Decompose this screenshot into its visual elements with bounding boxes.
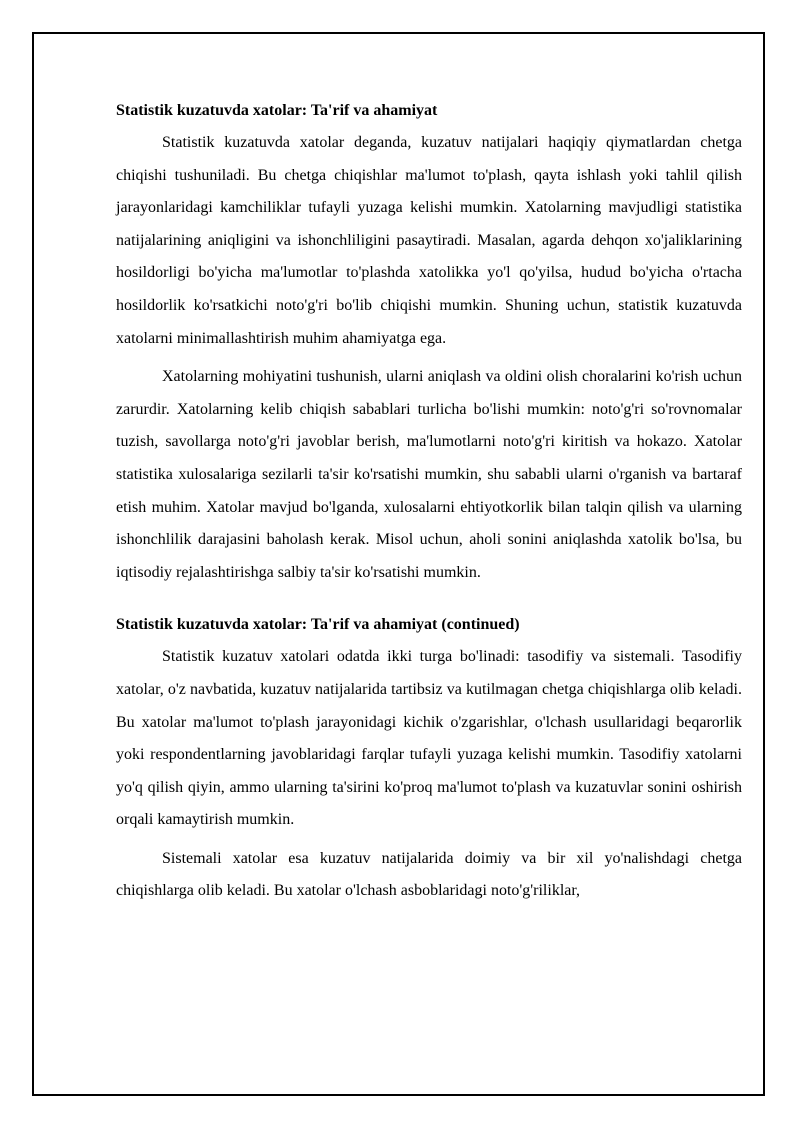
paragraph: Statistik kuzatuv xatolari odatda ikki turga bo'linadi: tasodifiy va sistemali. Tasodifiy xatolar, o'z navbatida, kuzatuv natijalarida tartibsiz va kutilmagan chetga chiqishlarga olib keladi. Bu xatolar ma'lumot to'plash jarayonidagi kichik o'zgarishlar, o'lchash usullaridagi beqarorlik yoki respondentlarning javoblaridagi farqlar tufayli yuzaga kelishi mumkin. Tasodifiy xatolarni yo'q qilish qiyin, ammo ularning ta'sirini ko'proq ma'lumot to'plash va kuzatuvlar sonini oshirish orqali kamaytirish mumkin. bbox=[116, 648, 742, 829]
paragraph: Statistik kuzatuvda xatolar deganda, kuzatuv natijalari haqiqiy qiymatlardan chetga chiqishi tushuniladi. Bu chetga chiqishlar ma'lumot to'plash, qayta ishlash yoki tahlil qilish jarayonlaridagi kamchiliklar tufayli yuzaga kelishi mumkin. Xatolarning mavjudligi statistika natijalarining aniqligini va ishonchliligini pasaytiradi. Masalan, agarda dehqon xo'jaliklarining hosildorligi bo'yicha ma'lumotlar to'plashda xatolikka yo'l qo'yilsa, hudud bo'yicha o'rtacha hosildorlik ko'rsatkichi noto'g'ri bo'lib chiqishi mumkin. Shuning uchun, statistik kuzatuvda xatolarni minimallashtirish muhim ahamiyatga ega. bbox=[116, 134, 742, 347]
document-body bbox=[116, 95, 742, 914]
section-heading: Statistik kuzatuvda xatolar: Ta'rif va ahamiyat (continued) bbox=[116, 616, 520, 634]
paragraph: Sistemali xatolar esa kuzatuv natijalarida doimiy va bir xil yo'nalishdagi chetga chiqishlarga olib keladi. Bu xatolar o'lchash asboblaridagi noto'g'riliklar, bbox=[116, 849, 742, 900]
section-definition-continued bbox=[116, 609, 742, 908]
section-heading: Statistik kuzatuvda xatolar: Ta'rif va ahamiyat bbox=[116, 102, 438, 119]
paragraph: Xatolarning mohiyatini tushunish, ularni aniqlash va oldini olish choralarini ko'rish uchun zarurdir. Xatolarning kelib chiqish sabablari turlicha bo'lishi mumkin: noto'g'ri so'rovnomalar tuzish, savollarga noto'g'ri javoblar berish, ma'lumotlarni noto'g'ri kiritish va hokazo. Xatolar statistika xulosalariga sezilarli ta'sir ko'rsatishi mumkin, shu sababli ularni o'rganish va bartaraf etish muhim. Xatolar mavjud bo'lganda, xulosalarni ehtiyotkorlik bilan talqin qilish va ularning ishonchlilik darajasini baholash kerak. Misol uchun, aholi sonini aniqlashda xatolik bo'lsa, bu iqtisodiy rejalashtirishga salbiy ta'sir ko'rsatishi mumkin. bbox=[116, 368, 742, 581]
section-definition bbox=[116, 95, 742, 589]
